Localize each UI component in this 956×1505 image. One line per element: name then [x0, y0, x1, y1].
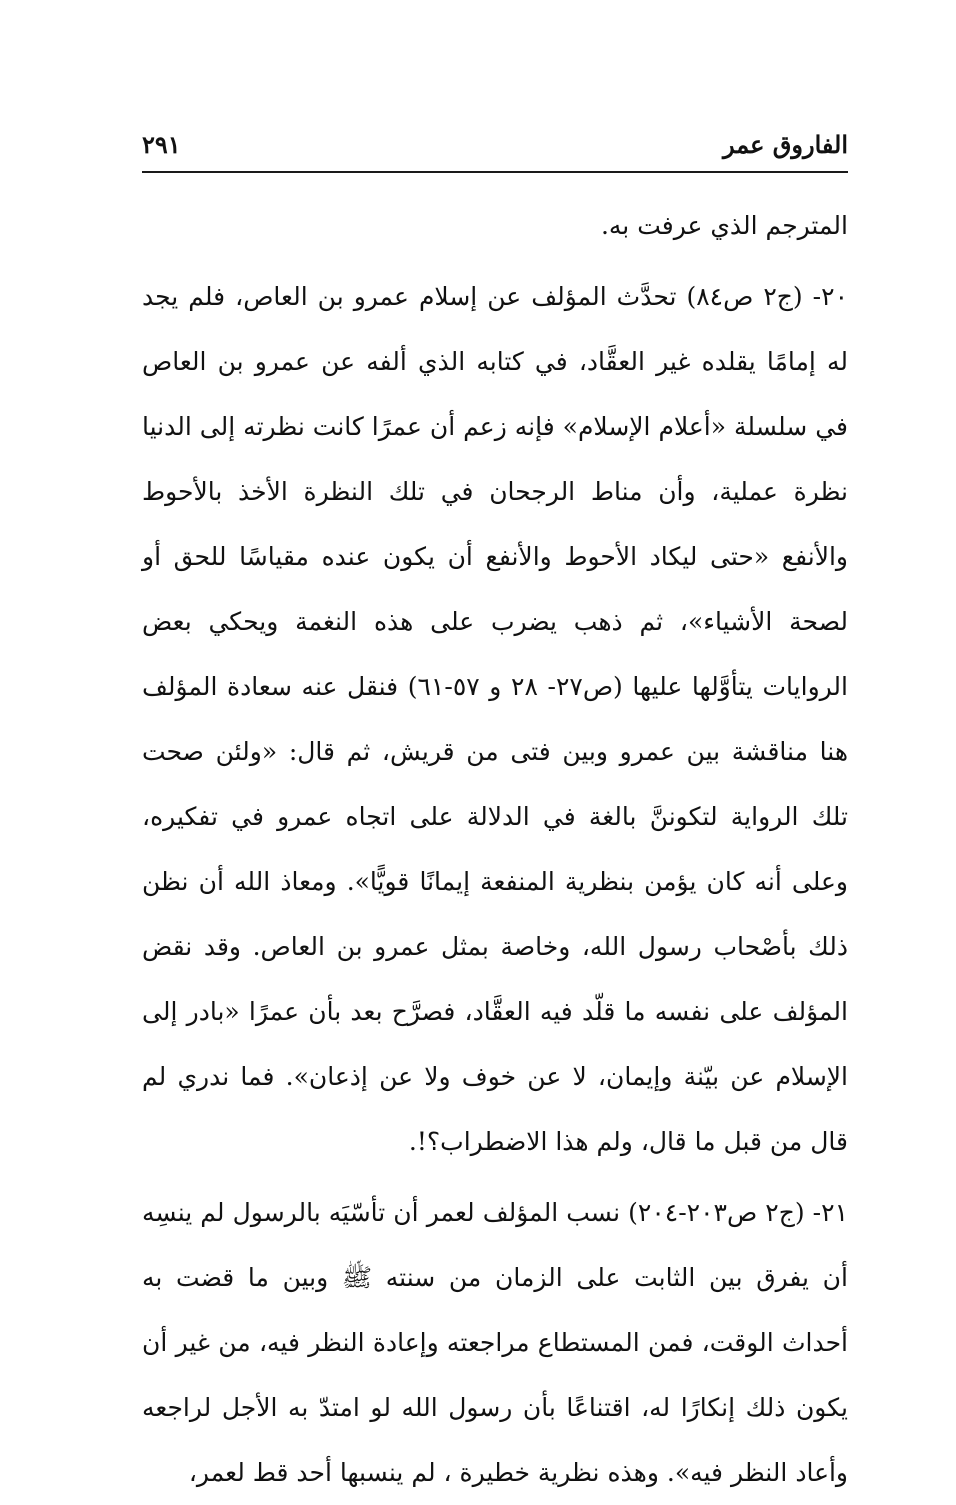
running-header — [142, 128, 848, 168]
header-rule — [142, 171, 848, 173]
paragraph: ٢١- (ج٢ ص٢٠٣-٢٠٤) نسب المؤلف لعمر أن تأسّيَه بالرسول لم ينسِه أن يفرق بين الثابت على الزمان من سنته ﷺ وبين ما قضت به أحداث الوقت، فمن المستطاع مراجعته وإعادة النظر فيه، من غير أن يكون ذلك إنكارًا له، اقتناعًا بأن رسول الله لو امتدّ به الأجل لراجعه وأعاد النظر فيه». وهذه نظرية خطيرة ، لم ينسبها أحد قط لعمر، — [142, 1198, 848, 1487]
paragraph: المترجم الذي عرفت به. — [600, 211, 848, 240]
paragraph: ٢٠- (ج٢ ص٨٤) تحدَّث المؤلف عن إسلام عمرو بن العاص، فلم يجد له إمامًا يقلده غير العقَّاد، في كتابه الذي ألفه عن عمرو بن العاص في سلسلة «أعلام الإسلام» فإنه زعم أن عمرًا كانت نظرته إلى الدنيا نظرة عملية، وأن مناط الرجحان في تلك النظرة الأخذ بالأحوط والأنفع «حتى ليكاد الأحوط والأنفع أن يكون عنده مقياسًا للحق أو لصحة الأشياء»، ثم ذهب يضرب على هذه النغمة ويحكي بعض الروايات يتأوَّلها عليها (ص٢٧- ٢٨ و ٥٧-٦١) فنقل عنه سعادة المؤلف هنا مناقشة بين عمرو وبين فتى من قريش، ثم قال: «ولئن صحت تلك الرواية لتكوننَّ بالغة في الدلالة على اتجاه عمرو في تفكيره، وعلى أنه كان يؤمن بنظرية المنفعة إيمانًا قويًّا». ومعاذ الله أن نظن ذلك بأصْحاب رسول الله، وخاصة بمثل عمرو بن العاص. وقد نقض المؤلف على نفسه ما قلّد فيه العقَّاد، فصرَّح بعد بأن عمرًا «بادر إلى الإسلام عن بيّنة وإيمان، لا عن خوف ولا عن إذعان». فما ندري لم قال من قبل ما قال، ولم هذا الاضطراب؟!. — [142, 282, 848, 1156]
body-text — [142, 193, 848, 1505]
page-number: ٢٩١ — [142, 130, 181, 159]
running-title: الفاروق عمر — [722, 130, 848, 159]
